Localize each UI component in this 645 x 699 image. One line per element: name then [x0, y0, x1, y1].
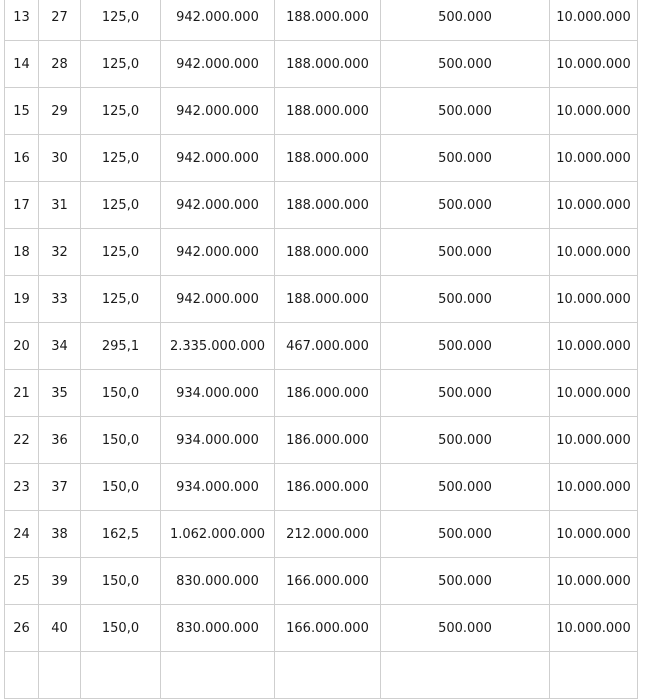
tax-value-cell: 186.000.000: [275, 464, 381, 511]
row-number-cell: 19: [5, 276, 39, 323]
tax-value-cell: 188.000.000: [275, 276, 381, 323]
amount-cell: 10.000.000: [550, 88, 638, 135]
fee-cell: 500.000: [381, 558, 550, 605]
index-cell: 38: [39, 511, 81, 558]
index-cell: 28: [39, 41, 81, 88]
total-value-cell: [161, 652, 275, 699]
row-number-cell: 25: [5, 558, 39, 605]
index-cell: 39: [39, 558, 81, 605]
row-number-cell: 24: [5, 511, 39, 558]
index-cell: 34: [39, 323, 81, 370]
area-cell: 125,0: [81, 0, 161, 41]
table-row: [5, 41, 638, 88]
amount-cell: 10.000.000: [550, 558, 638, 605]
data-table-container: [4, 0, 637, 699]
area-cell: 125,0: [81, 182, 161, 229]
index-cell: 27: [39, 0, 81, 41]
area-cell: 150,0: [81, 370, 161, 417]
amount-cell: 10.000.000: [550, 135, 638, 182]
amount-cell: 10.000.000: [550, 323, 638, 370]
fee-cell: 500.000: [381, 41, 550, 88]
fee-cell: 500.000: [381, 605, 550, 652]
total-value-cell: 942.000.000: [161, 0, 275, 41]
tax-value-cell: 186.000.000: [275, 370, 381, 417]
area-cell: 150,0: [81, 558, 161, 605]
fee-cell: 500.000: [381, 229, 550, 276]
row-number-cell: 22: [5, 417, 39, 464]
tax-value-cell: 188.000.000: [275, 88, 381, 135]
table-row: [5, 323, 638, 370]
total-value-cell: 934.000.000: [161, 417, 275, 464]
area-cell: 125,0: [81, 135, 161, 182]
area-cell: 125,0: [81, 229, 161, 276]
table-row: [5, 558, 638, 605]
fee-cell: 500.000: [381, 0, 550, 41]
area-cell: 150,0: [81, 605, 161, 652]
index-cell: 31: [39, 182, 81, 229]
fee-cell: [381, 652, 550, 699]
tax-value-cell: 188.000.000: [275, 0, 381, 41]
table-row: [5, 511, 638, 558]
total-value-cell: 830.000.000: [161, 605, 275, 652]
row-number-cell: 17: [5, 182, 39, 229]
table-row: [5, 417, 638, 464]
total-value-cell: 942.000.000: [161, 182, 275, 229]
tax-value-cell: 188.000.000: [275, 135, 381, 182]
total-value-cell: 830.000.000: [161, 558, 275, 605]
row-number-cell: [5, 652, 39, 699]
fee-cell: 500.000: [381, 276, 550, 323]
table-row: [5, 276, 638, 323]
index-cell: 40: [39, 605, 81, 652]
area-cell: 162,5: [81, 511, 161, 558]
amount-cell: 10.000.000: [550, 276, 638, 323]
data-table: [4, 0, 638, 699]
fee-cell: 500.000: [381, 511, 550, 558]
fee-cell: 500.000: [381, 417, 550, 464]
tax-value-cell: 166.000.000: [275, 558, 381, 605]
table-row: [5, 229, 638, 276]
tax-value-cell: 188.000.000: [275, 182, 381, 229]
amount-cell: 10.000.000: [550, 229, 638, 276]
amount-cell: 10.000.000: [550, 511, 638, 558]
fee-cell: 500.000: [381, 464, 550, 511]
tax-value-cell: 467.000.000: [275, 323, 381, 370]
amount-cell: 10.000.000: [550, 605, 638, 652]
row-number-cell: 18: [5, 229, 39, 276]
table-row: [5, 135, 638, 182]
fee-cell: 500.000: [381, 370, 550, 417]
row-number-cell: 15: [5, 88, 39, 135]
total-value-cell: 942.000.000: [161, 41, 275, 88]
fee-cell: 500.000: [381, 323, 550, 370]
row-number-cell: 20: [5, 323, 39, 370]
total-value-cell: 942.000.000: [161, 135, 275, 182]
table-body: [5, 0, 638, 699]
table-row: [5, 0, 638, 41]
index-cell: 33: [39, 276, 81, 323]
area-cell: 125,0: [81, 41, 161, 88]
area-cell: 125,0: [81, 88, 161, 135]
total-value-cell: 2.335.000.000: [161, 323, 275, 370]
area-cell: 150,0: [81, 464, 161, 511]
table-row: [5, 605, 638, 652]
index-cell: [39, 652, 81, 699]
tax-value-cell: 188.000.000: [275, 229, 381, 276]
amount-cell: 10.000.000: [550, 464, 638, 511]
fee-cell: 500.000: [381, 182, 550, 229]
index-cell: 36: [39, 417, 81, 464]
total-value-cell: 934.000.000: [161, 370, 275, 417]
tax-value-cell: 166.000.000: [275, 605, 381, 652]
amount-cell: [550, 652, 638, 699]
index-cell: 35: [39, 370, 81, 417]
table-row: [5, 88, 638, 135]
row-number-cell: 26: [5, 605, 39, 652]
index-cell: 37: [39, 464, 81, 511]
row-number-cell: 14: [5, 41, 39, 88]
total-value-cell: 934.000.000: [161, 464, 275, 511]
area-cell: 150,0: [81, 417, 161, 464]
total-value-cell: 1.062.000.000: [161, 511, 275, 558]
amount-cell: 10.000.000: [550, 41, 638, 88]
row-number-cell: 21: [5, 370, 39, 417]
tax-value-cell: 212.000.000: [275, 511, 381, 558]
table-row: [5, 652, 638, 699]
table-row: [5, 464, 638, 511]
index-cell: 30: [39, 135, 81, 182]
tax-value-cell: 186.000.000: [275, 417, 381, 464]
row-number-cell: 13: [5, 0, 39, 41]
index-cell: 29: [39, 88, 81, 135]
area-cell: 295,1: [81, 323, 161, 370]
tax-value-cell: [275, 652, 381, 699]
tax-value-cell: 188.000.000: [275, 41, 381, 88]
row-number-cell: 23: [5, 464, 39, 511]
area-cell: [81, 652, 161, 699]
total-value-cell: 942.000.000: [161, 229, 275, 276]
table-row: [5, 370, 638, 417]
total-value-cell: 942.000.000: [161, 88, 275, 135]
fee-cell: 500.000: [381, 135, 550, 182]
amount-cell: 10.000.000: [550, 370, 638, 417]
fee-cell: 500.000: [381, 88, 550, 135]
amount-cell: 10.000.000: [550, 0, 638, 41]
amount-cell: 10.000.000: [550, 182, 638, 229]
table-row: [5, 182, 638, 229]
row-number-cell: 16: [5, 135, 39, 182]
amount-cell: 10.000.000: [550, 417, 638, 464]
index-cell: 32: [39, 229, 81, 276]
area-cell: 125,0: [81, 276, 161, 323]
total-value-cell: 942.000.000: [161, 276, 275, 323]
